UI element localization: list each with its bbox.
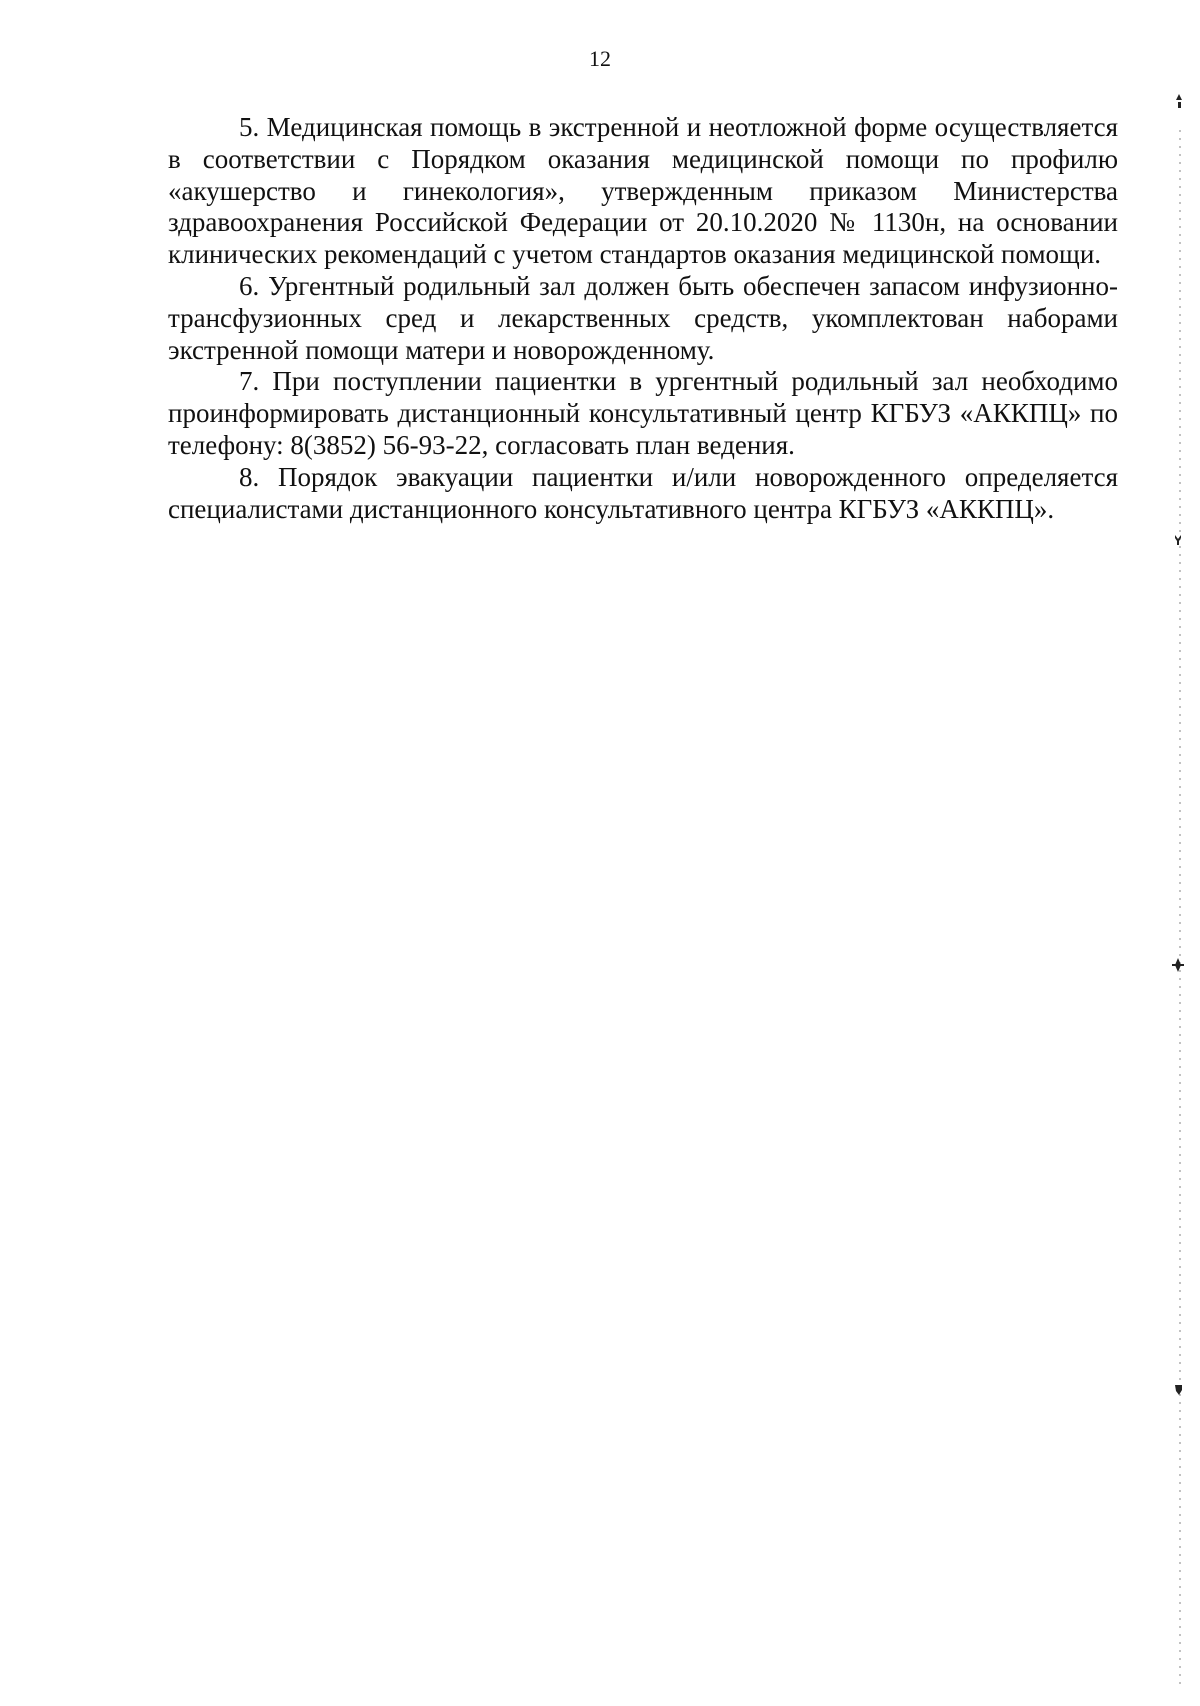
hole-mark-3 bbox=[1172, 958, 1184, 972]
paragraph-6: 6. Ургентный родильный зал должен быть обеспечен запасом инфузионно-трансфузионных сред и лекарственных средств, укомплектован наборами экстренной помощи матери и новорожденному. bbox=[168, 270, 1118, 365]
paragraph-5: 5. Медицинская помощь в экстренной и неотложной форме осуществляется в соответствии с Порядком оказания медицинской помощи по профилю «акушерство и гинекология», утвержденным приказом Министерства здравоохранения Российской Федерации от 20.10.2020 № 1130н, на основании клинических рекомендаций с учетом стандартов оказания медицинской помощи. bbox=[168, 112, 1118, 270]
hole-mark-1 bbox=[1176, 94, 1182, 108]
paragraph-7: 7. При поступлении пациентки в ургентный родильный зал необходимо проинформировать дистанционный консультативный центр КГБУЗ «АККПЦ» по телефону: 8(3852) 56-93-22, согласовать план ведения. bbox=[168, 366, 1118, 460]
document-body bbox=[168, 112, 1118, 525]
paragraph-8: 8. Порядок эвакуации пациентки и/или новорожденного определяется специалистами дистанционного консультативного центра КГБУЗ «АККПЦ». bbox=[168, 461, 1118, 524]
hole-mark-4 bbox=[1175, 1385, 1182, 1395]
page-number: 12 bbox=[589, 46, 611, 71]
scan-edge-marks bbox=[1170, 0, 1200, 1706]
